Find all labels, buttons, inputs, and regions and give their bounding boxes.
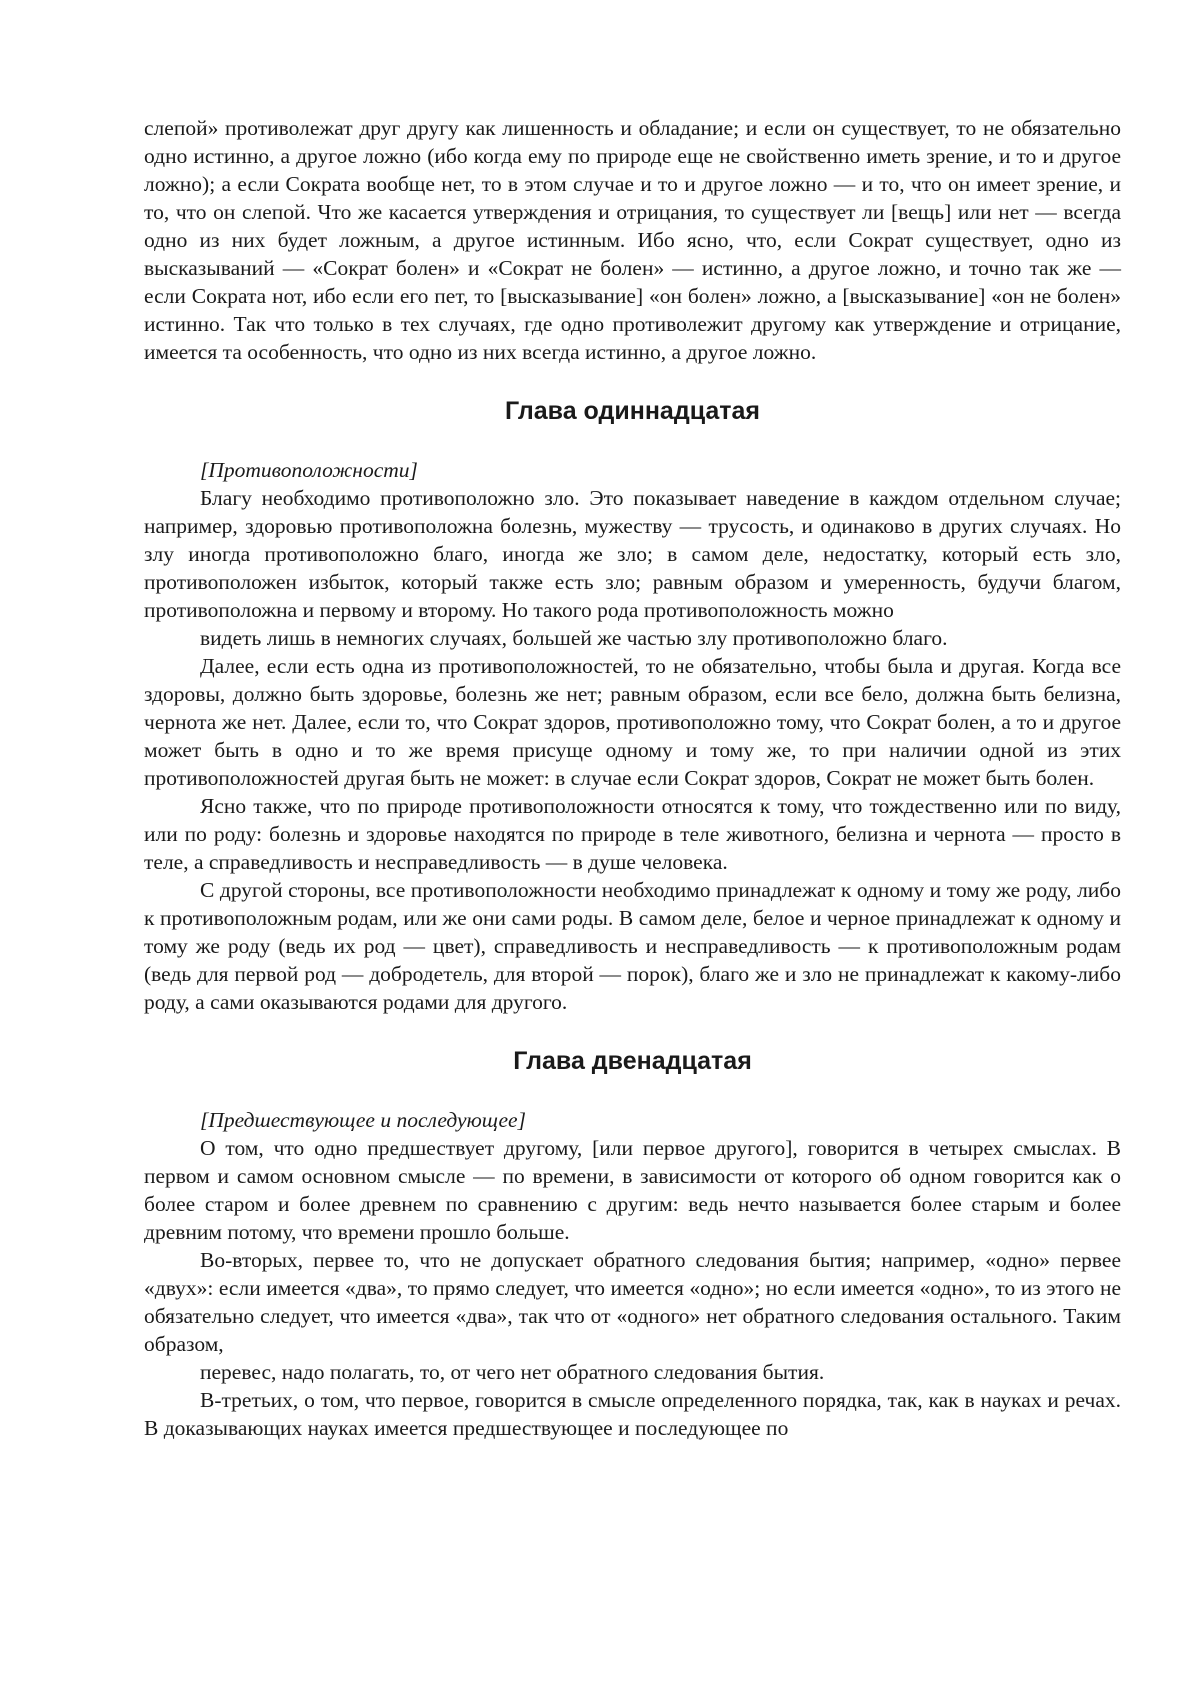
chapter-11-paragraph-3: Далее, если есть одна из противоположностей, то не обязательно, чтобы была и другая. Когда все здоровы, должно быть здоровье, болезнь же нет; равным образом, если все бело, должна быть белизна, чернота же нет. Далее, если то, что Сократ здоров, противоположно тому, что Сократ болен, а то и другое может быть в одно и то же время присуще одному и тому же, то при наличии одной из этих противоположностей другая быть не может: в случае если Сократ здоров, Сократ не может быть болен. — [144, 654, 1121, 790]
document-page — [144, 114, 1121, 1442]
chapter-12-paragraph-4: В-третьих, о том, что первое, говорится в смысле определенного порядка, так, как в науках и речах. В доказывающих науках имеется предшествующее и последующее по — [144, 1388, 1121, 1440]
chapter-12-subtitle: [Предшествующее и последующее] — [200, 1108, 526, 1132]
chapter-12-paragraph-3: перевес, надо полагать, то, от чего нет обратного следования бытия. — [200, 1360, 825, 1384]
chapter-11-title: Глава одиннадцатая — [504, 397, 761, 425]
chapter-11-subtitle: [Противоположности] — [200, 458, 418, 482]
intro-paragraph: слепой» противолежат друг другу как лишенность и обладание; и если он существует, то не обязательно одно истинно, а другое ложно (ибо когда ему по природе еще не свойственно иметь зрение, и то и другое ложно); а если Сократа вообще нет, то в этом случае и то и другое ложно — и то, что он имеет зрение, и то, что он слепой. Что же касается утверждения и отрицания, то существует ли [вещь] или нет — всегда одно из них будет ложным, а другое истинным. Ибо ясно, что, если Сократ существует, одно из высказываний — «Сократ болен» и «Сократ не болен» — истинно, а другое ложно, и точно так же — если Сократа нот, ибо если его пет, то [высказывание] «он болен» ложно, а [высказывание] «он не болен» истинно. Так что только в тех случаях, где одно противолежит другому как утверждение и отрицание, имеется та особенность, что одно из них всегда истинно, а другое ложно. — [144, 116, 1121, 364]
chapter-12-paragraph-2: Во-вторых, первее то, что не допускает обратного следования бытия; например, «одно» первее «двух»: если имеется «два», то прямо следует, что имеется «одно»; но если имеется «одно», то из этого не обязательно следует, что имеется «два», так что от «одного» нет обратного следования остального. Таким образом, — [144, 1248, 1121, 1356]
chapter-12-title: Глава двенадцатая — [513, 1047, 752, 1075]
chapter-11-paragraph-1: Благу необходимо противоположно зло. Это показывает наведение в каждом отдельном случае; например, здоровью противоположна болезнь, мужеству — трусость, и одинаково в других случаях. Но злу иногда противоположно благо, иногда же зло; в самом деле, недостатку, который есть зло, противоположен избыток, который также есть зло; равным образом и умеренность, будучи благом, противоположна и первому и второму. Но такого рода противоположность можно — [144, 486, 1121, 622]
chapter-11-paragraph-5: С другой стороны, все противоположности необходимо принадлежат к одному и тому же роду, либо к противоположным родам, или же они сами роды. В самом деле, белое и черное принадлежат к одному и тому же роду (ведь их род — цвет), справедливость и несправедливость — к противоположным родам (ведь для первой род — добродетель, для второй — порок), благо же и зло не принадлежат к какому-либо роду, а сами оказываются родами для другого. — [144, 878, 1121, 1014]
chapter-11-paragraph-2: видеть лишь в немногих случаях, большей же частью злу противоположно благо. — [200, 626, 948, 650]
chapter-11-paragraph-4: Ясно также, что по природе противоположности относятся к тому, что тождественно или по виду, или по роду: болезнь и здоровье находятся по природе в теле животного, белизна и чернота — просто в теле, а справедливость и несправедливость — в душе человека. — [144, 794, 1121, 874]
chapter-12-paragraph-1: О том, что одно предшествует другому, [или первое другого], говорится в четырех смыслах. В первом и самом основном смысле — по времени, в зависимости от которого об одном говорится как о более старом и более древнем по сравнению с другим: ведь нечто называется более старым и более древним потому, что времени прошло больше. — [144, 1136, 1121, 1244]
